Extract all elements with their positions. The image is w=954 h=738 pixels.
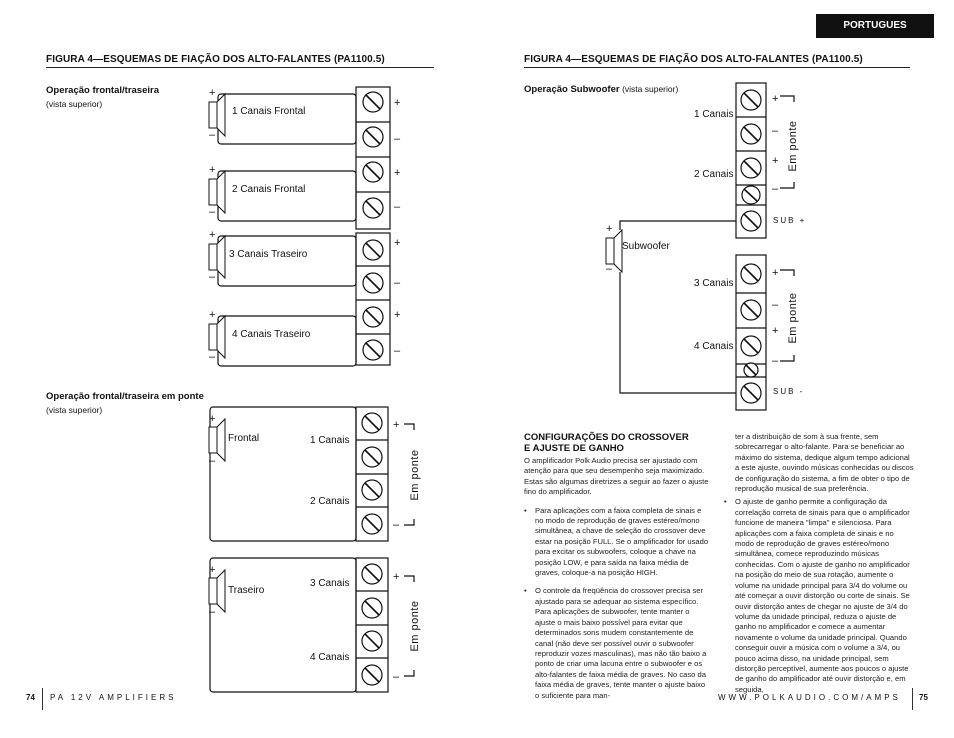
section-bridge-title: Operação frontal/traseira em ponte [46, 391, 204, 402]
crossover-title-line2: E AJUSTE DE GANHO [524, 443, 624, 454]
svg-text:–: – [394, 201, 401, 213]
svg-text:+: + [394, 167, 401, 179]
svg-text:–: – [209, 351, 216, 363]
traseiro-label: Traseiro [228, 585, 265, 596]
svg-text:–: – [393, 519, 400, 531]
crossover-bullet-2: • O controle da freqüência do crossover precisa ser ajustado para se adequar ao sistema específico. Para aplicações de subwoofer, tente manter o ajuste o mais baixo possível para evitar que determinados sons mudem constantemente de canal (não deve ser possível ouvir o subwoofer reproduzir vozes masculinas), mas não tão baixo a ponto de criar uma lacuna entre o subwoofer e os alto-falantes de faixa média de graves. No caso da faixa média de graves, tente manter o ajuste baixo o suficiente para man- [524, 586, 710, 700]
svg-text:+: + [209, 413, 216, 425]
left-figure-title: FIGURA 4—ESQUEMAS DE FIAÇÃO DOS ALTO-FALANTES (PA1100.5) [46, 54, 385, 65]
svg-text:+: + [772, 93, 779, 105]
sub-channel-3-label: 3 Canais [694, 278, 734, 289]
right-title-rule [524, 67, 910, 68]
bridge-channel-4-label: 4 Canais [310, 652, 350, 663]
crossover-title-line1: CONFIGURAÇÕES DO CROSSOVER [524, 432, 689, 443]
svg-text:–: – [772, 299, 779, 311]
svg-text:–: – [772, 125, 779, 137]
speaker-label-2-front: 2 Canais Frontal [232, 184, 306, 195]
crossover-column-1 [524, 456, 710, 701]
svg-text:–: – [772, 355, 779, 367]
left-page-number: 74 [26, 693, 35, 702]
svg-text:+: + [209, 229, 216, 241]
svg-text:–: – [209, 271, 216, 283]
sub-channel-4-label: 4 Canais [694, 341, 734, 352]
crossover-bullet-3: • O ajuste de ganho permite a configuração da correlação correta de sinais para que o amplificador funcione de maneira "limpa" e silenciosa. Para aplicações com a faixa completa de sinais e no modo de reprodução de graves estéreo/mono simultânea, comece reproduzindo músicas conhecidas. Com o ajuste de ganho no amplificador na posição do meio de sua rotação, aumente o volume na unidade principal para 3/4 do volume ou até começar a ouvir distorção ou corte de sinais. Se ouvir distorção antes de chegar no ajuste de 3/4 do volume da unidade principal, reduza o ajuste de ganho no amplificador e comece a aumentar novamente o volume da unidade principal. Quando conseguir ouvir a música com o volume a 3/4, ou pouco acima disso, na unidade principal, sem distorção perceptível, aumente aos poucos o ajuste de ganho do amplificador até ouvir distorção e, em seguida, [724, 497, 914, 695]
svg-text:+: + [209, 564, 216, 576]
svg-text:+: + [772, 267, 779, 279]
crossover-col2-continuation: ter a distribuição de som à sua frente, sem sobrecarregar o alto-falante. Para se beneficiar ao máximo do sistema, dedique algum tempo adicional a este ajuste, ouvindo músicas conhecidas ou discos de configuração do sistema, a fim de obter o tipo de reprodução musical de sua preferência. [735, 432, 914, 494]
subwoofer-section-subtitle: (vista superior) [622, 84, 679, 94]
svg-text:–: – [772, 183, 779, 195]
right-figure-title: FIGURA 4—ESQUEMAS DE FIAÇÃO DOS ALTO-FALANTES (PA1100.5) [524, 54, 863, 65]
language-tab: PORTUGUES [816, 14, 934, 38]
section-front-rear-subtitle: (vista superior) [46, 99, 103, 109]
crossover-title [524, 432, 689, 454]
svg-text:–: – [394, 277, 401, 289]
speaker-label-1-front: 1 Canais Frontal [232, 106, 306, 117]
svg-text:+: + [209, 164, 216, 176]
svg-text:+: + [393, 419, 400, 431]
svg-text:+: + [394, 97, 401, 109]
sub-bridge-label-bottom: Em ponte [787, 292, 799, 344]
crossover-bullet-1: • Para aplicações com a faixa completa de sinais e no modo de reprodução de graves estéreo/mono simultânea, a chave de seleção do crossover deve estar na posição FULL. Se o amplificador for usado para excitar os subwoofers, coloque a chave na posição LOW, e para saída na faixa média de graves, coloque-a na posição HIGH. [524, 506, 710, 579]
right-page-number-box [912, 688, 954, 710]
svg-text:+: + [393, 571, 400, 583]
left-footer-text: PA 12V AMPLIFIERS [50, 693, 177, 702]
section-bridge-subtitle: (vista superior) [46, 405, 103, 415]
svg-text:–: – [394, 345, 401, 357]
svg-text:+: + [209, 309, 216, 321]
sub-minus-label: SUB - [773, 387, 805, 396]
sub-channel-2-label: 2 Canais [694, 169, 734, 180]
svg-text:–: – [394, 133, 401, 145]
svg-text:–: – [209, 129, 216, 141]
svg-text:+: + [209, 87, 216, 99]
left-title-rule [46, 67, 434, 68]
svg-text:–: – [393, 671, 400, 683]
bridge-label-front: Em ponte [409, 449, 421, 501]
crossover-column-2 [724, 432, 914, 695]
sub-bridge-label-top: Em ponte [787, 120, 799, 172]
svg-text:+: + [606, 223, 613, 235]
speaker-label-3-rear: 3 Canais Traseiro [229, 249, 308, 260]
subwoofer-label: Subwoofer [622, 241, 670, 252]
right-page-number: 75 [919, 693, 928, 702]
svg-text:–: – [209, 206, 216, 218]
svg-text:+: + [394, 309, 401, 321]
svg-text:–: – [606, 263, 613, 275]
bridge-channel-1-label: 1 Canais [310, 435, 350, 446]
left-page-number-box [0, 688, 43, 710]
bridge-channel-2-label: 2 Canais [310, 496, 350, 507]
svg-text:–: – [209, 606, 216, 618]
svg-text:+: + [772, 325, 779, 337]
svg-text:+: + [394, 237, 401, 249]
right-footer-text: WWW.POLKAUDIO.COM/AMPS [718, 693, 901, 702]
svg-text:–: – [209, 455, 216, 467]
speaker-label-4-rear: 4 Canais Traseiro [232, 329, 311, 340]
crossover-intro: O amplificador Polk Audio precisa ser ajustado com atenção para que seu desempenho seja maximizado. Estas são algumas diretrizes a seguir ao fazer o ajuste fino do amplificador. [524, 456, 709, 497]
sub-plus-label: SUB + [773, 216, 807, 225]
sub-channel-1-label: 1 Canais [694, 109, 734, 120]
svg-text:+: + [772, 155, 779, 167]
section-front-rear-title: Operação frontal/traseira [46, 85, 159, 96]
frontal-label: Frontal [228, 433, 260, 444]
bridge-label-rear: Em ponte [409, 600, 421, 652]
subwoofer-section-title: Operação Subwoofer [524, 84, 620, 95]
bridge-channel-3-label: 3 Canais [310, 578, 350, 589]
